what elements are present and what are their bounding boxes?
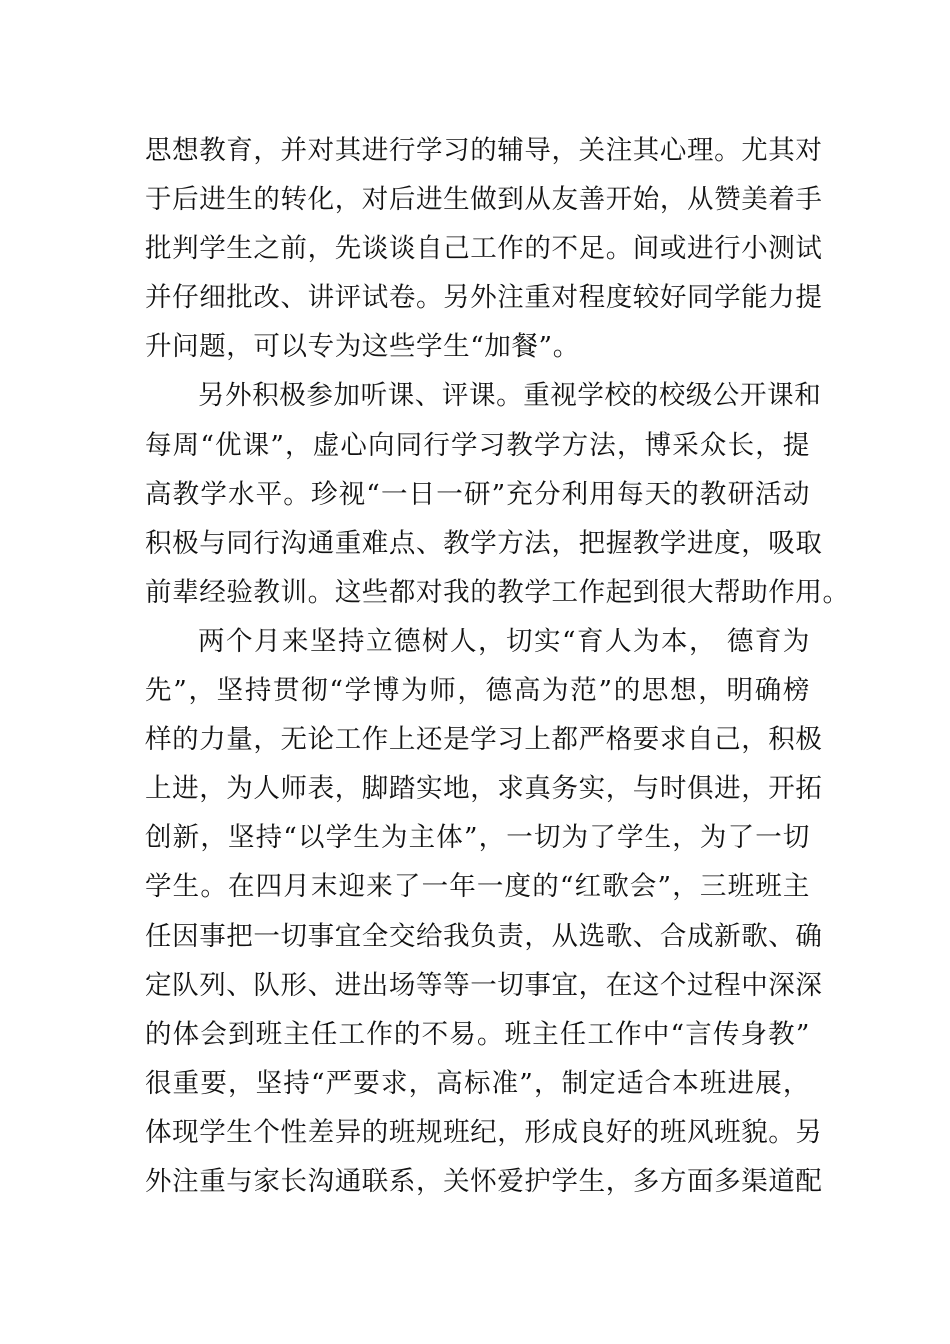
text-line: 外注重与家长沟通联系，关怀爱护学生，多方面多渠道配 bbox=[145, 1165, 823, 1197]
text-line: 样的力量，无论工作上还是学习上都严格要求自己，积极 bbox=[145, 724, 823, 756]
paragraph-3 bbox=[145, 617, 823, 1206]
text-line: 先”，坚持贯彻“学博为师，德高为范”的思想，明确榜 bbox=[145, 675, 810, 707]
text-line: 很重要，坚持“严要求，高标准”，制定适合本班进展， bbox=[145, 1067, 810, 1099]
text-line: 任因事把一切事宜全交给我负责，从选歌、合成新歌、确 bbox=[145, 920, 823, 952]
document-body bbox=[145, 126, 850, 1206]
text-line: 上进，为人师表，脚踏实地，求真务实，与时俱进，开拓 bbox=[145, 773, 823, 805]
text-line: 创新，坚持“以学生为主体”，一切为了学生，为了一切 bbox=[145, 822, 810, 854]
text-line: 并仔细批改、讲评试卷。另外注重对程度较好同学能力提 bbox=[145, 282, 823, 314]
text-line: 体现学生个性差异的班规班纪，形成良好的班风班貌。另 bbox=[145, 1116, 823, 1148]
text-line: 学生。在四月末迎来了一年一度的“红歌会”，三班班主 bbox=[145, 871, 810, 903]
text-line: 另外积极参加听课、评课。重视学校的校级公开课和 bbox=[198, 380, 822, 412]
text-line: 高教学水平。珍视“一日一研”充分利用每天的教研活动 bbox=[145, 478, 810, 510]
text-line: 两个月来坚持立德树人，切实“育人为本， 德育为 bbox=[198, 625, 810, 657]
text-line: 每周“优课”，虚心向同行学习教学方法，博采众长，提 bbox=[145, 429, 810, 461]
text-line: 积极与同行沟通重难点、教学方法，把握教学进度，吸取 bbox=[145, 527, 823, 559]
text-line: 升问题，可以专为这些学生“加餐”。 bbox=[145, 331, 580, 363]
text-line: 定队列、队形、进出场等等一切事宜，在这个过程中深深 bbox=[145, 969, 823, 1001]
text-line: 的体会到班主任工作的不易。班主任工作中“言传身教” bbox=[145, 1018, 810, 1050]
text-line: 思想教育，并对其进行学习的辅导，关注其心理。尤其对 bbox=[145, 135, 823, 166]
text-line: 于后进生的转化，对后进生做到从友善开始，从赞美着手 bbox=[145, 184, 823, 216]
paragraph-2 bbox=[145, 371, 850, 616]
text-line: 批判学生之前，先谈谈自己工作的不足。间或进行小测试 bbox=[145, 233, 823, 265]
paragraph-1 bbox=[145, 126, 823, 371]
text-line: 前辈经验教训。这些都对我的教学工作起到很大帮助作用。 bbox=[145, 576, 850, 608]
